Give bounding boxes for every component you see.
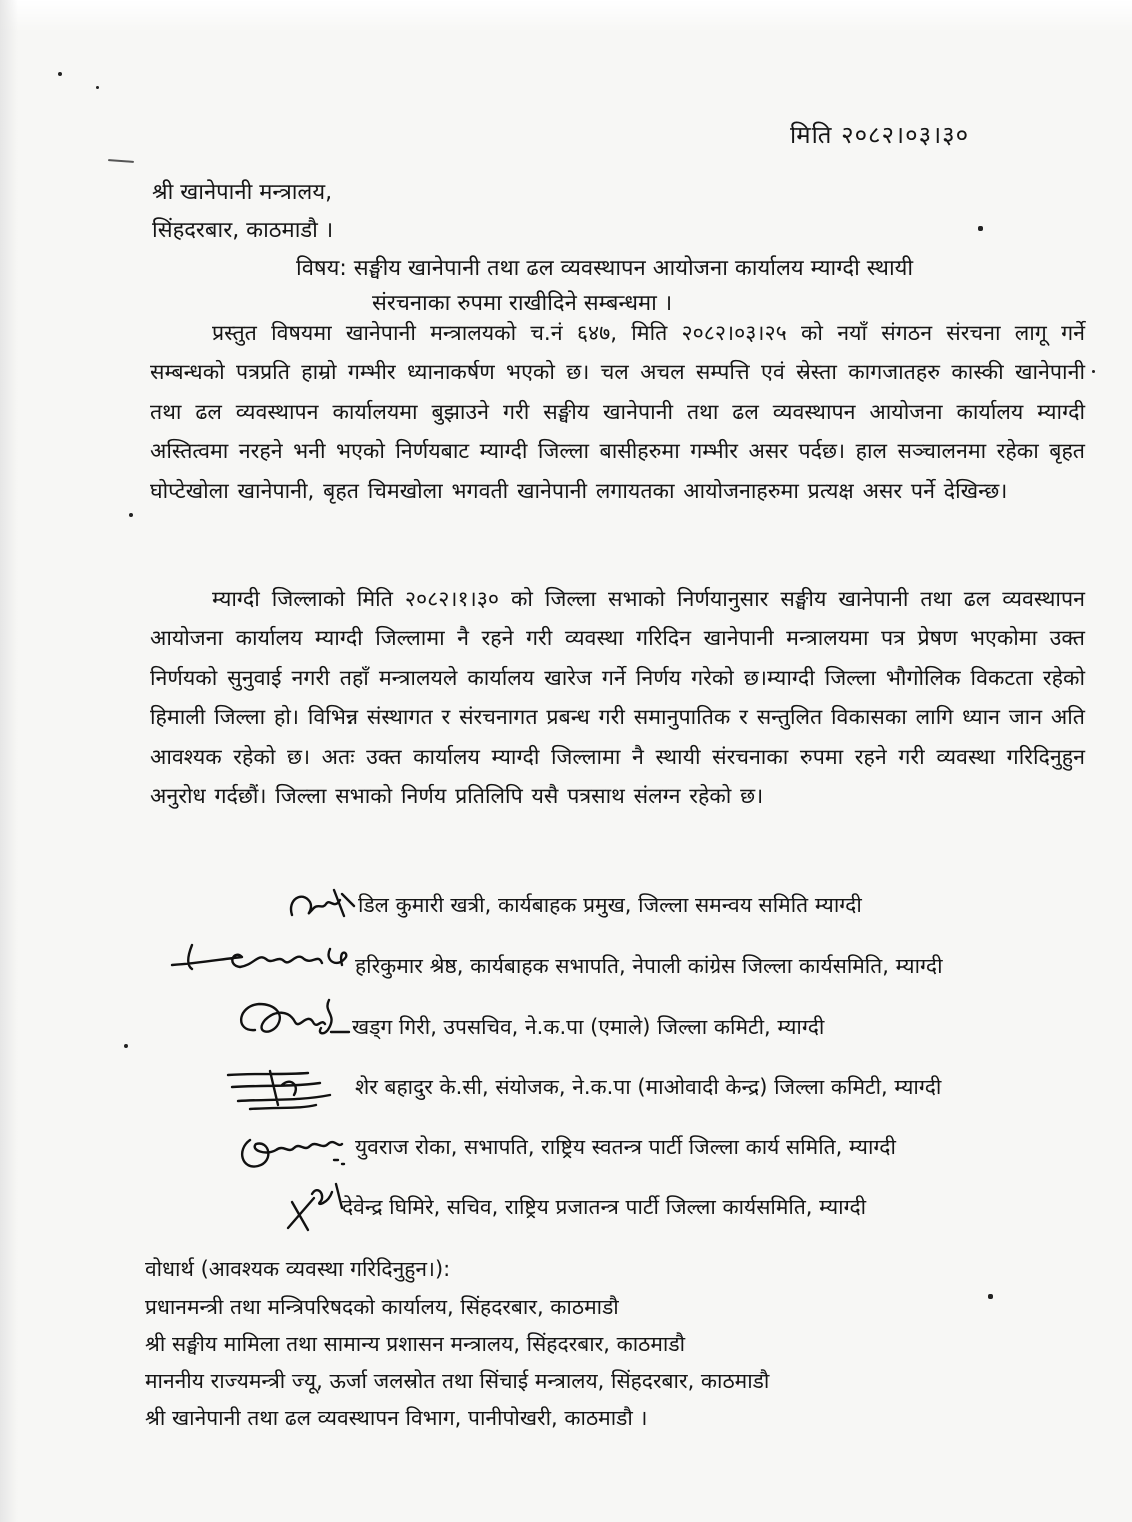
subject-line-1: विषय: सङ्घीय खानेपानी तथा ढल व्यवस्थापन आयोजना कार्यालय म्याग्दी स्थायी	[296, 256, 914, 281]
signatory-4: शेर बहादुर के.सी, संयोजक, ने.क.पा (माओवादी केन्द्र) जिल्ला कमिटी, म्याग्दी	[355, 1075, 942, 1099]
scan-speck	[978, 226, 983, 231]
signature-2	[162, 935, 357, 990]
signatory-3: खड्ग गिरी, उपसचिव, ने.क.पा (एमाले) जिल्ला कमिटी, म्याग्दी	[352, 1015, 825, 1039]
cc-item: श्री खानेपानी तथा ढल व्यवस्थापन विभाग, पानीपोखरी, काठमाडौ ।	[145, 1406, 648, 1430]
scan-shade-top	[0, 0, 1132, 32]
signatory-5: युवराज रोका, सभापति, राष्ट्रिय स्वतन्त्र पार्टी जिल्ला कार्य समिति, म्याग्दी	[355, 1135, 896, 1159]
body-paragraph-2: म्याग्दी जिल्लाको मिति २०८२।१।३० को जिल्ला सभाको निर्णयानुसार सङ्घीय खानेपानी तथा ढल व्यवस्थापन आयोजना कार्यालय म्याग्दी जिल्लामा नै रहने गरी व्यवस्था गरिदिन खानेपानी मन्त्रालयमा पत्र प्रेषण भएकोमा उक्त निर्णयको सुनुवाई नगरी तहाँ मन्त्रालयले कार्यालय खारेज गर्ने निर्णय गरेको छ।म्याग्दी जिल्ला भौगोलिक विकटता रहेको हिमाली जिल्ला हो। विभिन्न संस्थागत र संरचनागत प्रबन्ध गरी समानुपातिक र सन्तुलित विकासका लागि ध्यान जान अति आवश्यक रहेको छ। अतः उक्त कार्यालय म्याग्दी जिल्लामा नै स्थायी संरचनाका रुपमा रहने गरी व्यवस्था गरिदिनुहुन अनुरोध गर्दछौं। जिल्ला सभाको निर्णय प्रतिलिपि यसै पत्रसाथ संलग्न रहेको छ।	[150, 587, 1085, 810]
cc-item: माननीय राज्यमन्त्री ज्यू, ऊर्जा जलस्रोत तथा सिंचाई मन्त्रालय, सिंहदरबार, काठमाडौ	[145, 1369, 770, 1393]
signature-1	[282, 880, 362, 940]
body-paragraph-1: प्रस्तुत विषयमा खानेपानी मन्त्रालयको च.नं ६४७, मिति २०८२।०३।२५ को नयाँ संगठन संरचना लागू गर्ने सम्बन्धको पत्रप्रति हाम्रो गम्भीर ध्यानाकर्षण भएको छ। चल अचल सम्पत्ति एवं स्रेस्ता कागजातहरु कास्की खानेपानी तथा ढल व्यवस्थापन कार्यालयमा बुझाउने गरी सङ्घीय खानेपानी तथा ढल व्यवस्थापन आयोजना कार्यालय म्याग्दी अस्तित्वमा नरहने भनी भएको निर्णयबाट म्याग्दी जिल्ला बासीहरुमा गम्भीर असर पर्दछ। हाल सञ्चालनमा रहेका बृहत घोप्टेखोला खानेपानी, बृहत चिमखोला भगवती खानेपानी लगायतका आयोजनाहरुमा प्रत्यक्ष असर पर्ने देखिन्छ।	[150, 321, 1085, 504]
signatory-1: डिल कुमारी खत्री, कार्यबाहक प्रमुख, जिल्ला समन्वय समिति म्याग्दी	[358, 893, 862, 917]
scan-speck	[988, 1294, 993, 1299]
scan-mark	[108, 159, 134, 163]
scan-shade-left	[0, 0, 18, 1522]
cc-heading: वोधार्थ (आवश्यक व्यवस्था गरिदिनुहुन।):	[145, 1257, 451, 1281]
scan-speck	[124, 1044, 128, 1048]
letter-date: मिति २०८२।०३।३०	[790, 121, 970, 149]
signatory-2: हरिकुमार श्रेष्ठ, कार्यबाहक सभापति, नेपाली कांग्रेस जिल्ला कार्यसमिति, म्याग्दी	[355, 954, 943, 978]
recipient-line-1: श्री खानेपानी मन्त्रालय,	[152, 180, 333, 205]
signature-6	[278, 1178, 348, 1238]
scan-speck	[1092, 370, 1095, 373]
subject-line-2: संरचनाका रुपमा राखीदिने सम्बन्धमा ।	[372, 291, 673, 316]
signature-5	[230, 1120, 355, 1180]
signature-3	[225, 992, 355, 1052]
scan-speck	[96, 86, 99, 89]
signatory-6: देवेन्द्र घिमिरे, सचिव, राष्ट्रिय प्रजातन्त्र पार्टी जिल्ला कार्यसमिति, म्याग्दी	[342, 1195, 867, 1219]
recipient-line-2: सिंहदरबार, काठमाडौ ।	[152, 218, 334, 243]
cc-item: श्री सङ्घीय मामिला तथा सामान्य प्रशासन मन्त्रालय, सिंहदरबार, काठमाडौ	[145, 1332, 686, 1356]
signature-4	[220, 1065, 340, 1120]
scan-speck	[58, 72, 62, 76]
scan-speck	[129, 513, 133, 517]
cc-item: प्रधानमन्त्री तथा मन्त्रिपरिषदको कार्यालय, सिंहदरबार, काठमाडौ	[145, 1295, 619, 1319]
